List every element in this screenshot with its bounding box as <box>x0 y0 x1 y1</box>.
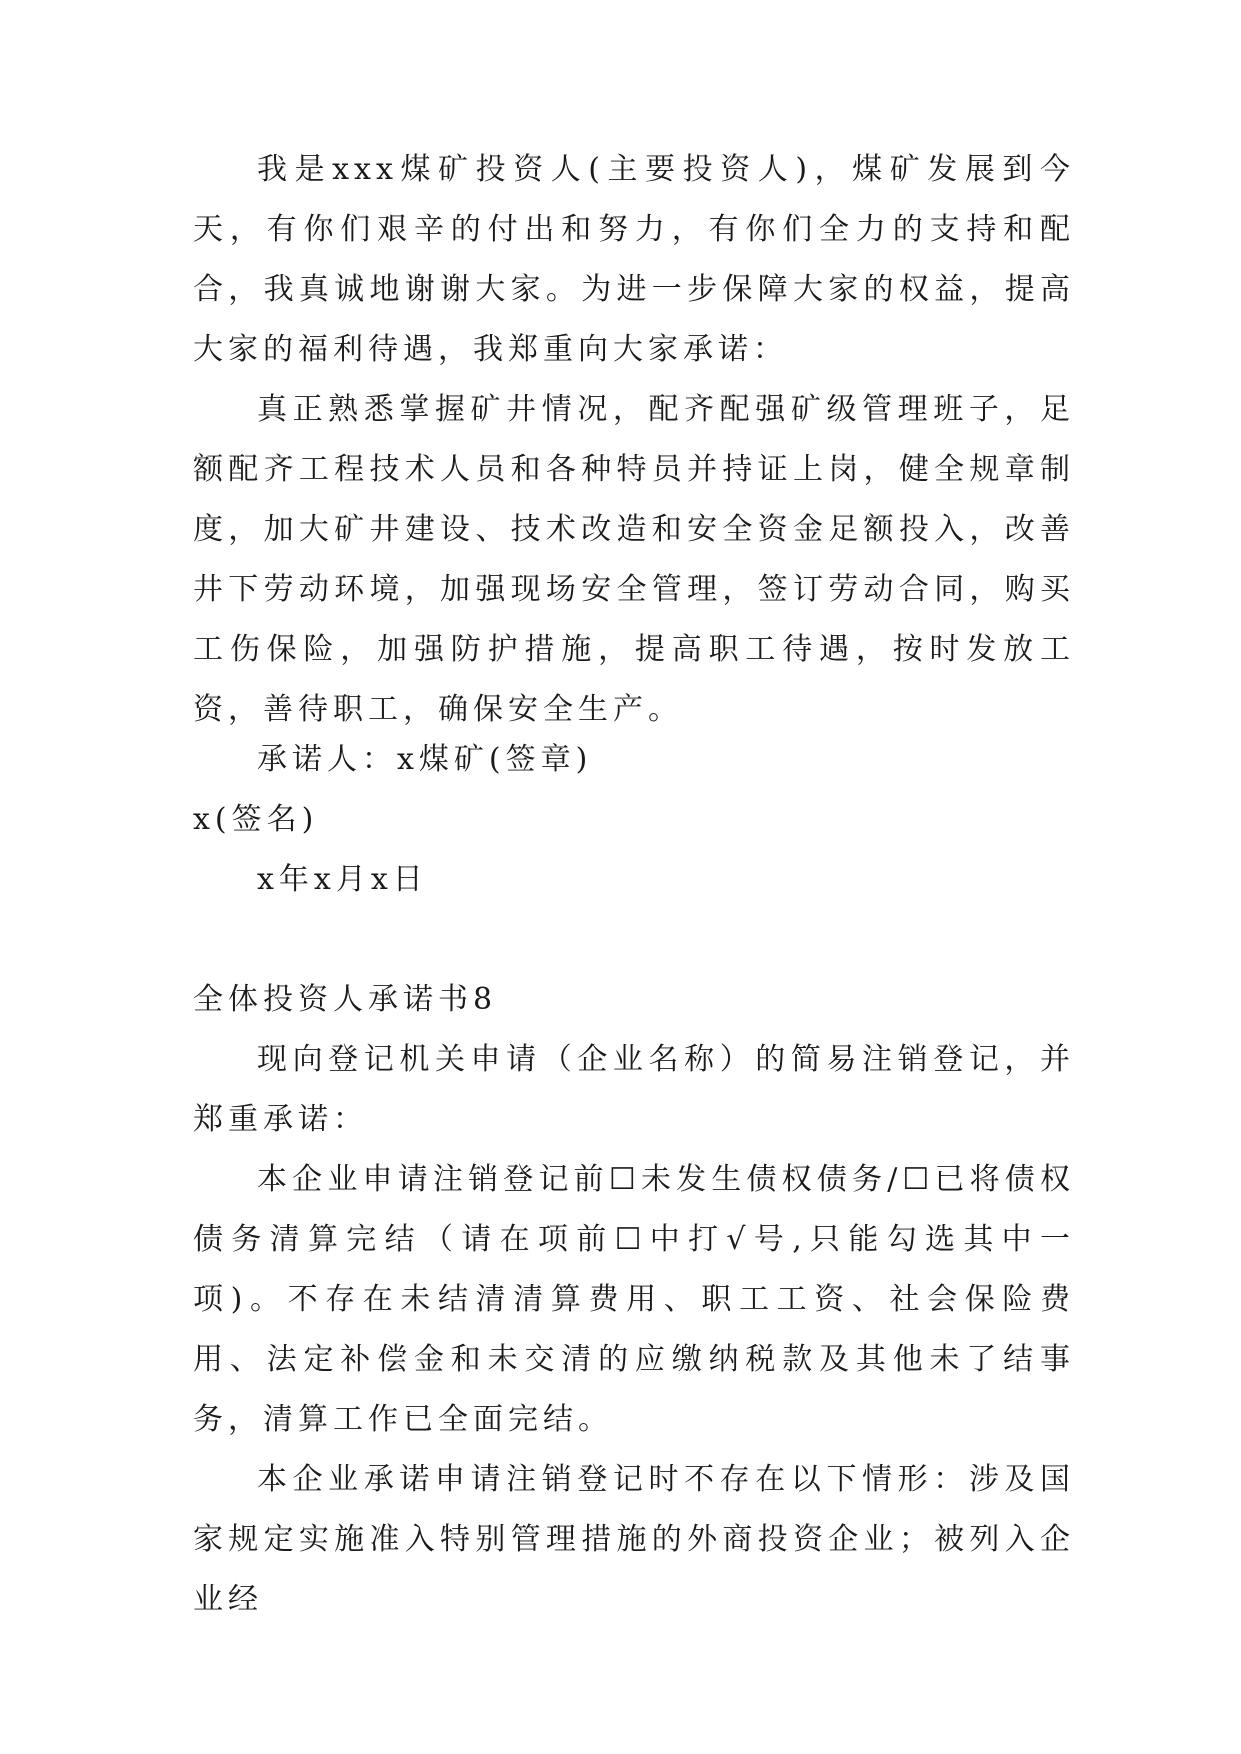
paragraph-exclusions: 本企业承诺申请注销登记时不存在以下情形：涉及国家规定实施准入特别管理措施的外商投资企业；被列入企业经 <box>193 1462 1075 1617</box>
signature-line: x(签名) <box>193 802 319 837</box>
paragraph-investor-intro: 我是xxx煤矿投资人(主要投资人)，煤矿发展到今天，有你们艰辛的付出和努力，有你们全力的支持和配合，我真诚地谢谢大家。为进一步保障大家的权益，提高大家的福利待遇，我郑重向大家承诺： <box>193 152 1075 367</box>
date-line: x年x月x日 <box>257 862 428 897</box>
paragraph-commitments: 真正熟悉掌握矿井情况，配齐配强矿级管理班子，足额配齐工程技术人员和各种特员并持证上岗，健全规章制度，加大矿井建设、技术改造和安全资金足额投入，改善井下劳动环境，加强现场安全管理，签订劳动合同，购买工伤保险，加强防护措施，提高职工待遇，按时发放工资，善待职工，确保安全生产。 <box>193 392 1075 727</box>
section-heading: 全体投资人承诺书8 <box>193 982 498 1017</box>
signer-line: 承诺人：x煤矿(签章) <box>257 742 593 777</box>
paragraph-debt-statement: 本企业申请注销登记前☐未发生债权债务/☐已将债权债务清算完结（请在项前☐中打√号,只能勾选其中一项)。不存在未结清清算费用、职工工资、社会保险费用、法定补偿金和未交清的应缴纳税款及其他未了结事务，清算工作已全面完结。 <box>193 1162 1075 1437</box>
paragraph-application: 现向登记机关申请（企业名称）的简易注销登记，并郑重承诺： <box>193 1042 1075 1137</box>
